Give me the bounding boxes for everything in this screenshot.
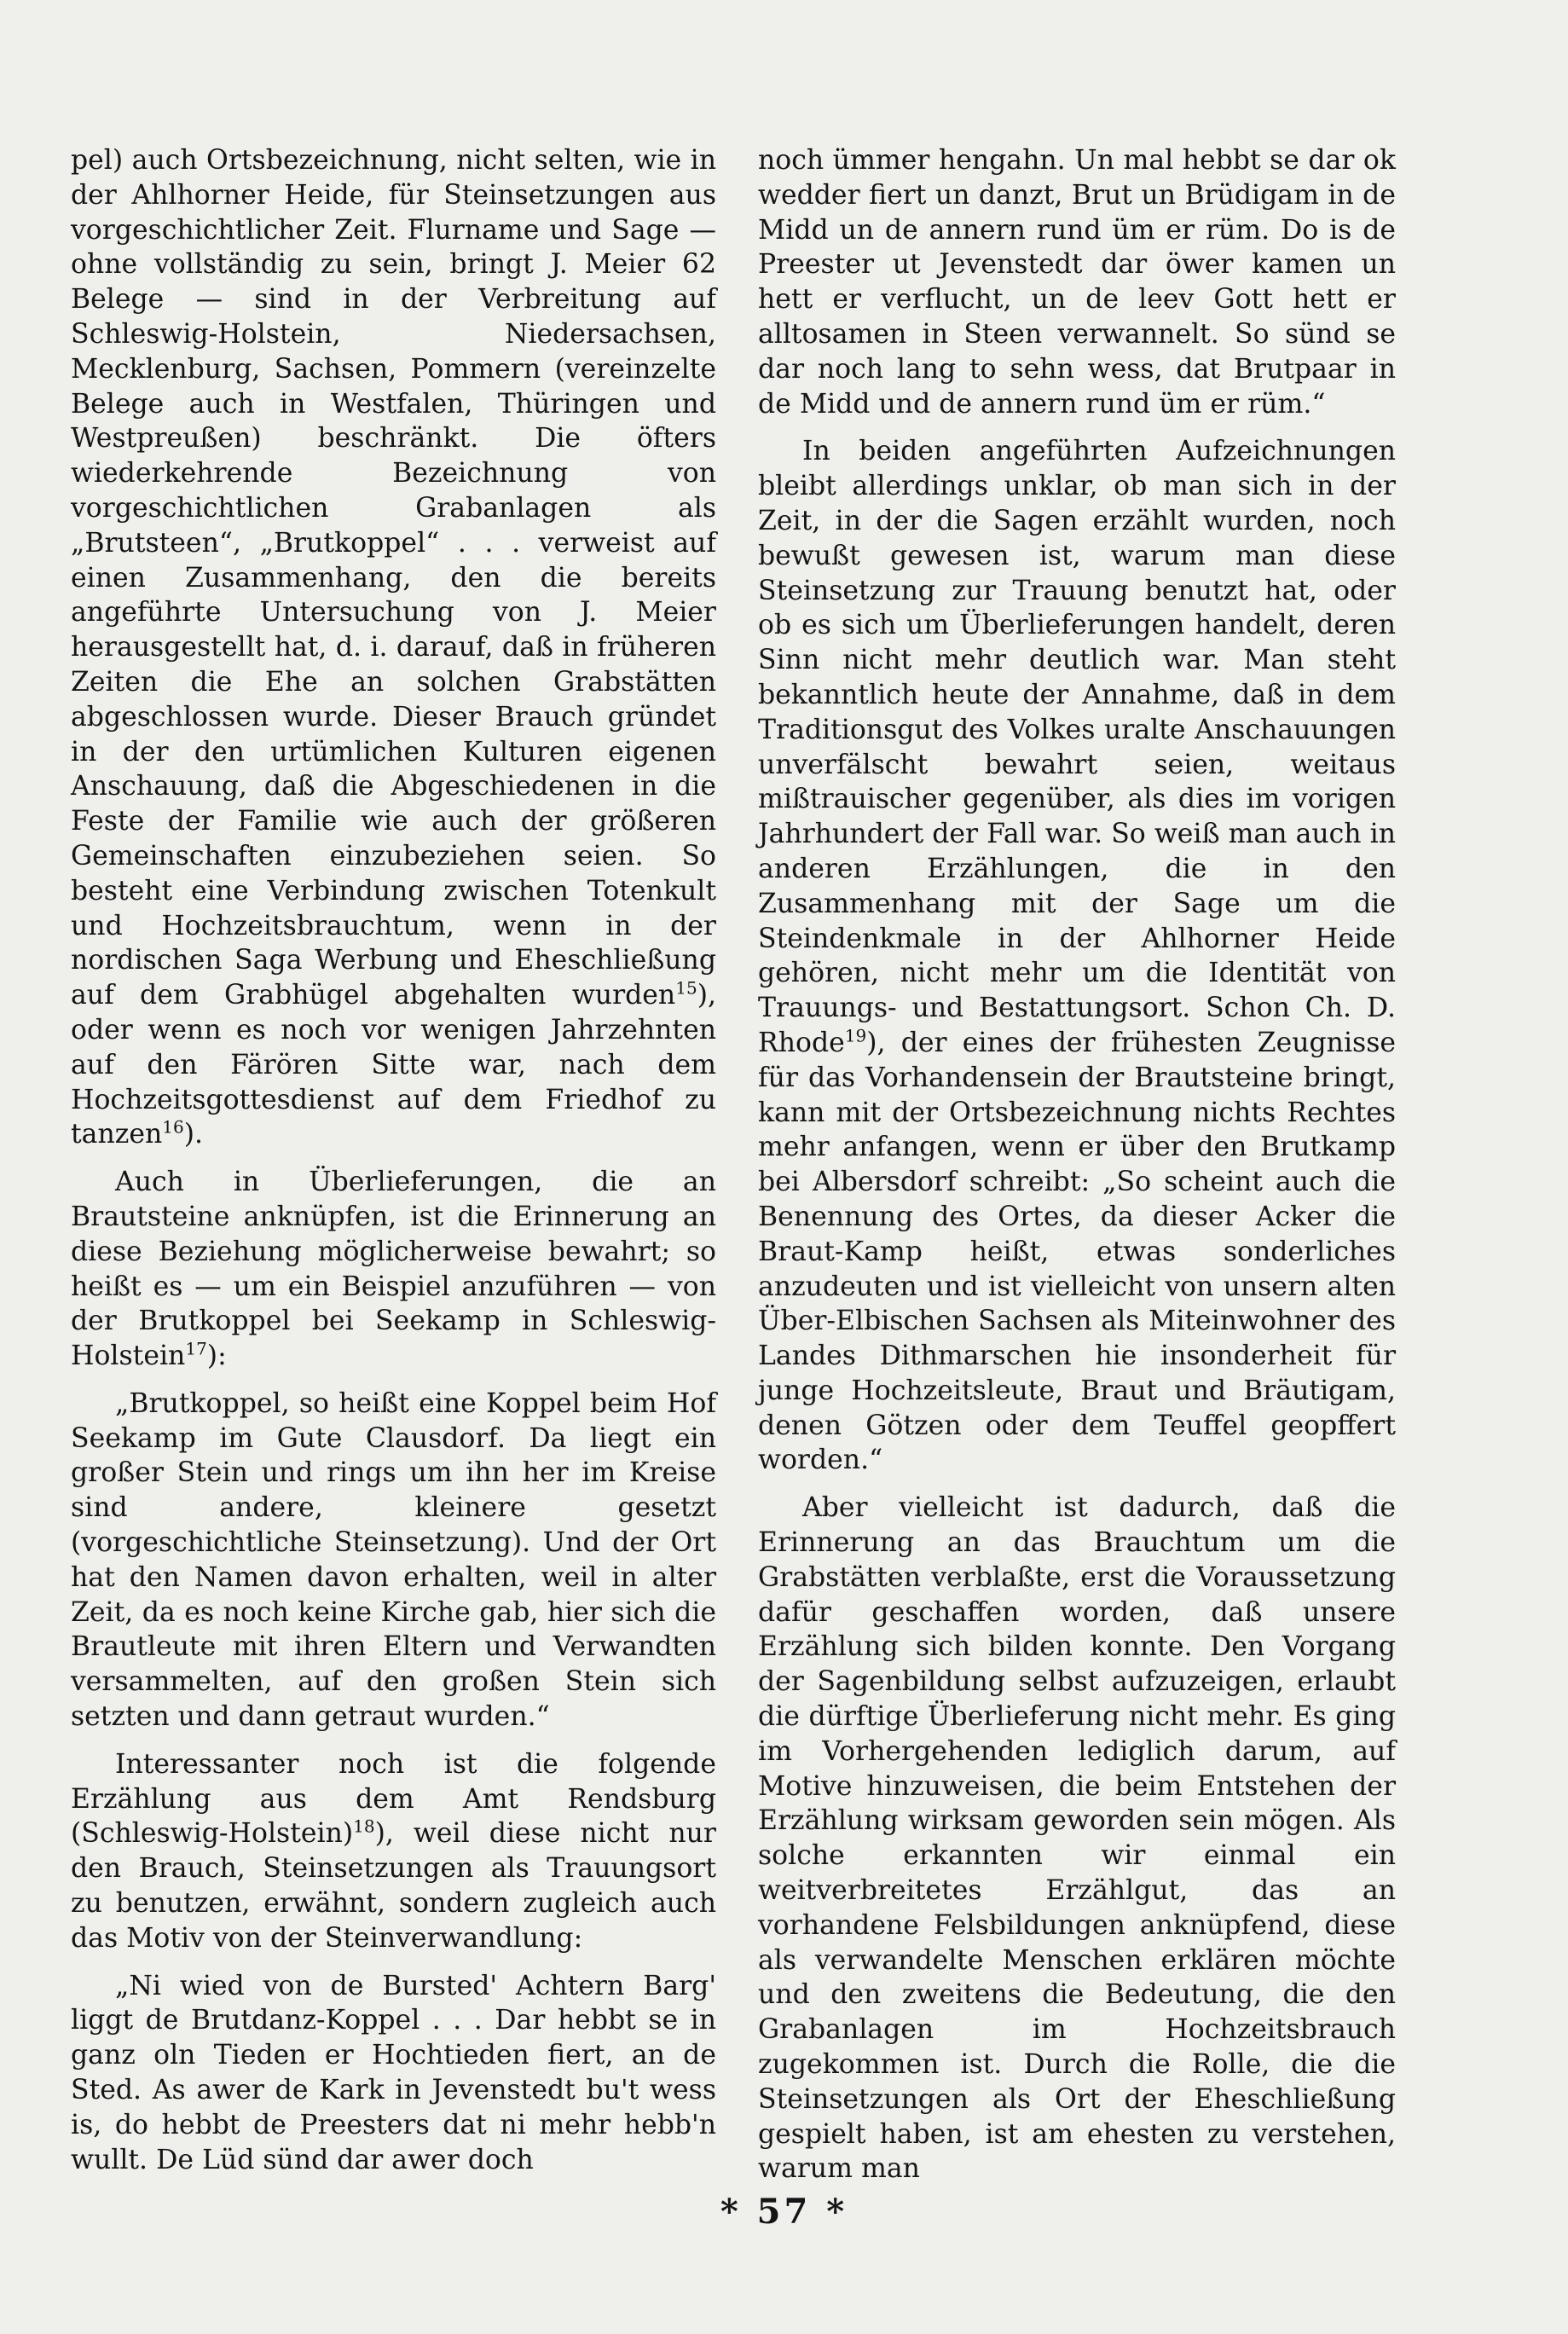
paragraph-text: pel) auch Ortsbezeichnung, nicht selten, wie in der Ahlhorner Heide, für Steinsetzungen aus vorgeschichtlicher Zeit. Flurname und Sage — ohne vollständig zu sein, bringt J. Meier 62 Belege — sind in der Verbreitung auf Schleswig-Holstein, Niedersachsen, Mecklenburg, Sachsen, Pommern (vereinzelte Belege auch in Westfalen, Thüringen und Westpreußen) beschränkt. Die öfters wiederkehrende Bezeichnung von vorgeschichtlichen Grabanlagen als „Brutsteen“, „Brutkoppel“ . . . verweist auf einen Zusammenhang, den die bereits angeführte Untersuchung von J. Meier herausgestellt hat, d. i. darauf, daß in früheren Zeiten die Ehe an solchen Grabstätten abgeschlossen wurde. Dieser Brauch gründet in der den urtümlichen Kulturen eigenen Anschauung, daß die Abgeschiedenen in die Feste der Familie wie auch der größeren Gemeinschaften einzubeziehen seien. So besteht eine Verbindung zwischen Totenkult und Hochzeitsbrauchtum, wenn in der nordischen Saga Werbung und Eheschließung auf dem Grabhügel abgehalten wurden bbox=[71, 145, 716, 1011]
footnote-ref: 18 bbox=[353, 1816, 375, 1837]
paragraph bbox=[71, 143, 716, 1152]
paragraph bbox=[758, 434, 1396, 1478]
paragraph-text: „Brutkoppel, so heißt eine Koppel beim Hof Seekamp im Gute Clausdorf. Da liegt ein großer Stein und rings um ihn her im Kreise sind andere, kleinere gesetzt (vorgeschichtliche Steinsetzung). Und der Ort hat den Namen davon erhalten, weil in alter Zeit, da es noch keine Kirche gab, hier sich die Brautleute mit ihren Eltern und Verwandten versammelten, auf den großen Stein sich setzten und dann getraut wurden.“ bbox=[71, 1387, 716, 1733]
paragraph-text: Aber vielleicht ist dadurch, daß die Erinnerung an das Brauchtum um die Grabstätten verblaßte, erst die Voraussetzung dafür geschaffen worden, daß unsere Erzählung sich bilden konnte. Den Vorgang der Sagenbildung selbst aufzuzeigen, erlaubt die dürftige Überlieferung nicht mehr. Es ging im Vorhergehenden lediglich darum, auf Motive hinzuweisen, die beim Entstehen der Erzählung wirksam geworden sein mögen. Als solche erkannten wir einmal ein weitverbreitetes Erzählgut, das an vorhandene Felsbildungen anknüpfend, diese als verwandelte Menschen erklären möchte und den zweitens die Bedeutung, die den Grabanlagen im Hochzeitsbrauch zugekommen ist. Durch die Rolle, die die Steinsetzungen als Ort der Eheschließung gespielt haben, ist am ehesten zu verstehen, warum man bbox=[758, 1492, 1396, 2185]
right-column bbox=[758, 143, 1396, 2186]
paragraph-text: Interessanter noch ist die folgende Erzählung aus dem Amt Rendsburg (Schleswig-Holstein) bbox=[71, 1748, 716, 1850]
quotation bbox=[71, 1969, 716, 2178]
left-column bbox=[71, 143, 716, 2177]
paragraph bbox=[758, 1491, 1396, 2186]
quotation-continued bbox=[758, 143, 1396, 421]
footnote-ref: 17 bbox=[185, 1338, 207, 1359]
paragraph-text: ), der eines der frühesten Zeugnisse für das Vorhandensein der Brautsteine bringt, kann mit der Ortsbezeichnung nichts Rechtes mehr anfangen, wenn er über den Brutkamp bei Albersdorf schreibt: „So scheint auch die Benennung des Ortes, da dieser Acker die Braut-Kamp heißt, etwas sonderliches anzudeuten und ist vielleicht von unsern alten Über-Elbischen Sachsen als Miteinwohner des Landes Dithmarschen hie insonderheit für junge Hochzeitsleute, Braut und Bräutigam, denen Götzen oder dem Teuffel geopffert worden.“ bbox=[758, 1027, 1396, 1476]
paragraph-text: ): bbox=[206, 1341, 227, 1372]
paragraph-text: ). bbox=[183, 1119, 204, 1150]
paragraph-text: ), oder wenn es noch vor wenigen Jahrzehnten auf den Färören Sitte war, nach dem Hochzeitsgottesdienst auf dem Friedhof zu tanzen bbox=[71, 980, 716, 1150]
footnote-ref: 19 bbox=[844, 1025, 867, 1046]
paragraph-text: noch ümmer hengahn. Un mal hebbt se dar ok wedder fiert un danzt, Brut un Brüdigam in de Midd un de annern rund üm er rüm. Do is de Preester ut Jevenstedt dar öwer kamen un hett er verflucht, un de leev Gott hett er alltosamen in Steen verwannelt. So sünd se dar noch lang to sehn wess, dat Brutpaar in de Midd und de annern rund üm er rüm.“ bbox=[758, 145, 1396, 420]
paragraph-text: In beiden angeführten Aufzeichnungen bleibt allerdings unklar, ob man sich in der Zeit, in der die Sagen erzählt wurden, noch bewußt gewesen ist, warum man diese Steinsetzung zur Trauung benutzt hat, oder ob es sich um Überlieferungen handelt, deren Sinn nicht mehr deutlich war. Man steht bekanntlich heute der Annahme, daß in dem Traditionsgut des Volkes uralte Anschauungen unverfälscht bewahrt seien, weitaus mißtrauischer gegenüber, als dies im vorigen Jahrhundert der Fall war. So weiß man auch in anderen Erzählungen, die in den Zusammenhang mit der Sage um die Steindenkmale in der Ahlhorner Heide gehören, nicht mehr um die Identität von Trauungs- und Bestattungsort. Schon Ch. D. Rhode bbox=[758, 436, 1396, 1058]
page-number: * 57 * bbox=[720, 2192, 848, 2232]
paragraph-text: ), weil diese nicht nur den Brauch, Steinsetzungen als Trauungsort zu benutzen, erwähnt, sondern zugleich auch das Motiv von der Steinverwandlung: bbox=[71, 1818, 716, 1954]
paragraph bbox=[71, 1747, 716, 1956]
footnote-ref: 16 bbox=[162, 1116, 184, 1138]
paragraph bbox=[71, 1165, 716, 1374]
paragraph-text: Auch in Überlieferungen, die an Brautsteine anknüpfen, ist die Erinnerung an diese Beziehung möglicherweise bewahrt; so heißt es — um ein Beispiel anzuführen — von der Brutkoppel bei Seekamp in Schleswig-Holstein bbox=[71, 1167, 716, 1372]
footnote-ref: 15 bbox=[675, 977, 697, 999]
quotation bbox=[71, 1387, 716, 1735]
paragraph-text: „Ni wied von de Bursted' Achtern Barg' liggt de Brutdanz-Koppel . . . Dar hebbt se in ganz oln Tieden er Hochtieden fiert, an de Sted. As awer de Kark in Jevenstedt bu't wess is, do hebbt de Preesters dat ni mehr hebb'n wullt. De Lüd sünd dar awer doch bbox=[71, 1970, 716, 2175]
